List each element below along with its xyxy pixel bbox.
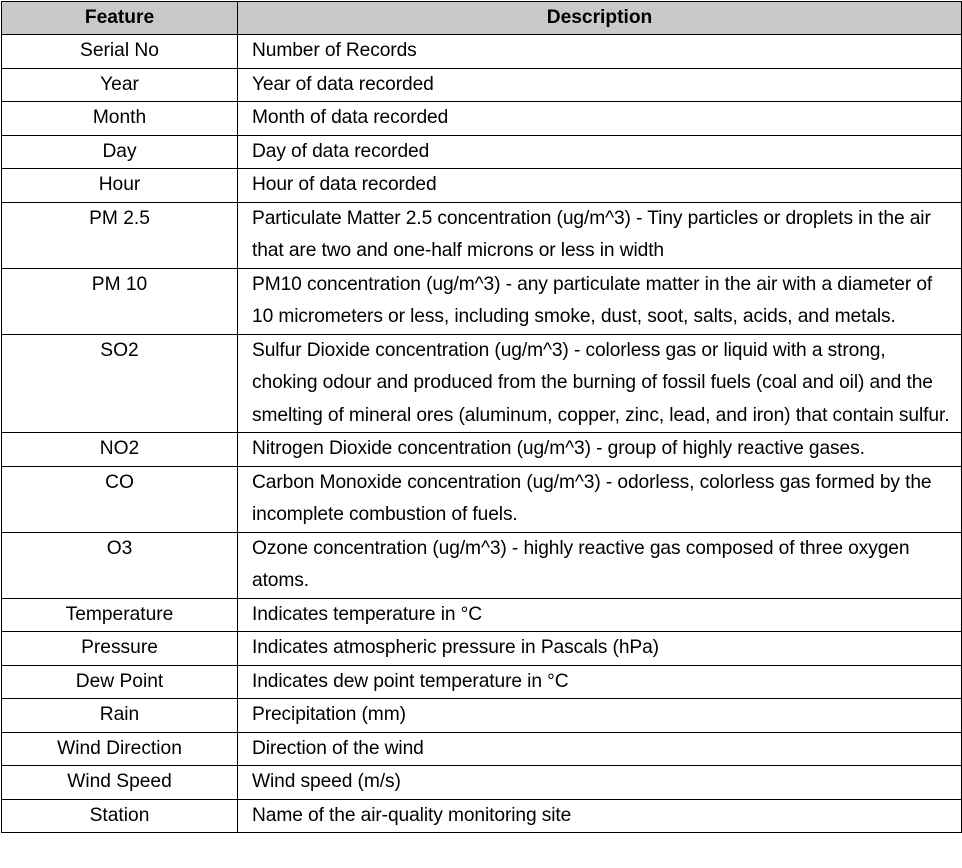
feature-cell: Serial No bbox=[2, 35, 238, 69]
feature-cell: Pressure bbox=[2, 632, 238, 666]
table-row bbox=[2, 632, 962, 666]
feature-cell: Wind Speed bbox=[2, 766, 238, 800]
feature-cell: Year bbox=[2, 68, 238, 102]
feature-cell: PM 10 bbox=[2, 268, 238, 334]
table-row bbox=[2, 102, 962, 136]
table-row bbox=[2, 202, 962, 268]
table-row bbox=[2, 268, 962, 334]
table-row bbox=[2, 433, 962, 467]
feature-cell: NO2 bbox=[2, 433, 238, 467]
table-row bbox=[2, 799, 962, 833]
description-cell: Indicates atmospheric pressure in Pascals (hPa) bbox=[238, 632, 962, 666]
description-cell: Wind speed (m/s) bbox=[238, 766, 962, 800]
description-cell: Carbon Monoxide concentration (ug/m^3) - odorless, colorless gas formed by the incomplete combustion of fuels. bbox=[238, 466, 962, 532]
table-row bbox=[2, 35, 962, 69]
description-cell: Indicates dew point temperature in °C bbox=[238, 665, 962, 699]
feature-cell: O3 bbox=[2, 532, 238, 598]
feature-cell: Temperature bbox=[2, 598, 238, 632]
description-cell: Day of data recorded bbox=[238, 135, 962, 169]
table-row bbox=[2, 699, 962, 733]
header-description: Description bbox=[238, 2, 962, 35]
table-row bbox=[2, 665, 962, 699]
description-cell: Indicates temperature in °C bbox=[238, 598, 962, 632]
description-cell: Number of Records bbox=[238, 35, 962, 69]
feature-cell: CO bbox=[2, 466, 238, 532]
table-row bbox=[2, 732, 962, 766]
description-cell: PM10 concentration (ug/m^3) - any particulate matter in the air with a diameter of 10 micrometers or less, including smoke, dust, soot, salts, acids, and metals. bbox=[238, 268, 962, 334]
description-cell: Month of data recorded bbox=[238, 102, 962, 136]
feature-cell: Day bbox=[2, 135, 238, 169]
feature-cell: Rain bbox=[2, 699, 238, 733]
table-row bbox=[2, 68, 962, 102]
description-cell: Hour of data recorded bbox=[238, 169, 962, 203]
feature-description-table bbox=[1, 1, 962, 833]
description-cell: Sulfur Dioxide concentration (ug/m^3) - colorless gas or liquid with a strong, choking odour and produced from the burning of fossil fuels (coal and oil) and the smelting of mineral ores (aluminum, copper, zinc, lead, and iron) that contain sulfur. bbox=[238, 334, 962, 433]
table-row bbox=[2, 532, 962, 598]
table-row bbox=[2, 598, 962, 632]
feature-cell: Month bbox=[2, 102, 238, 136]
feature-cell: Hour bbox=[2, 169, 238, 203]
table-row bbox=[2, 466, 962, 532]
feature-cell: Dew Point bbox=[2, 665, 238, 699]
table-row bbox=[2, 334, 962, 433]
description-cell: Ozone concentration (ug/m^3) - highly reactive gas composed of three oxygen atoms. bbox=[238, 532, 962, 598]
feature-cell: SO2 bbox=[2, 334, 238, 433]
table-row bbox=[2, 169, 962, 203]
description-cell: Nitrogen Dioxide concentration (ug/m^3) - group of highly reactive gases. bbox=[238, 433, 962, 467]
feature-cell: Wind Direction bbox=[2, 732, 238, 766]
description-cell: Particulate Matter 2.5 concentration (ug/m^3) - Tiny particles or droplets in the air that are two and one-half microns or less in width bbox=[238, 202, 962, 268]
table-row bbox=[2, 766, 962, 800]
description-cell: Precipitation (mm) bbox=[238, 699, 962, 733]
description-cell: Direction of the wind bbox=[238, 732, 962, 766]
feature-cell: Station bbox=[2, 799, 238, 833]
description-cell: Year of data recorded bbox=[238, 68, 962, 102]
header-feature: Feature bbox=[2, 2, 238, 35]
feature-cell: PM 2.5 bbox=[2, 202, 238, 268]
table-row bbox=[2, 135, 962, 169]
table-header-row bbox=[2, 2, 962, 35]
description-cell: Name of the air-quality monitoring site bbox=[238, 799, 962, 833]
